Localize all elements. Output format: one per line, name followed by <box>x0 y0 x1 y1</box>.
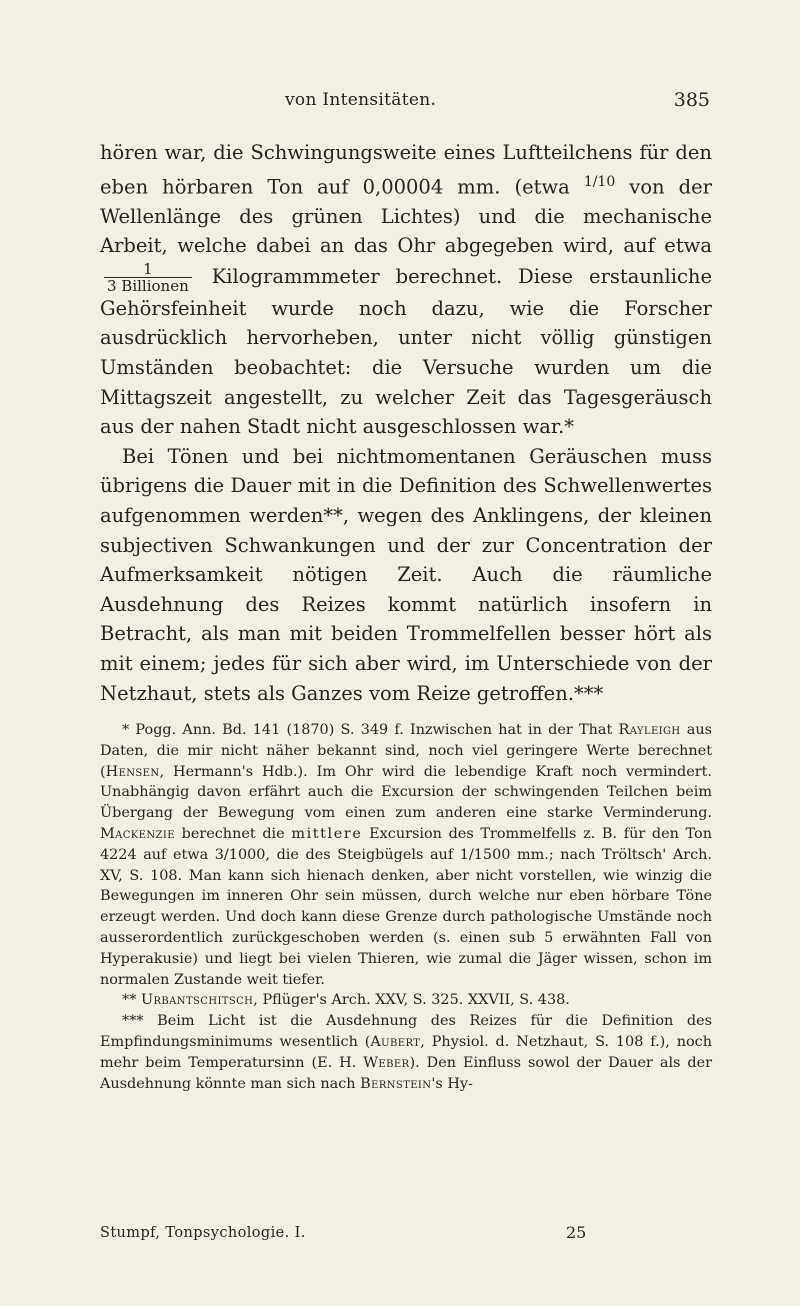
page-number: 385 <box>673 89 710 111</box>
fraction-inline: 1/1500 <box>459 846 511 863</box>
footnote-1 <box>100 720 712 990</box>
fraction-stacked <box>104 261 192 294</box>
main-text <box>100 138 712 708</box>
author-name: Bernstein <box>360 1075 432 1092</box>
author-name: Rayleigh <box>618 722 681 738</box>
fraction-numerator: 1 <box>104 261 192 278</box>
running-header <box>100 86 710 116</box>
running-title: von Intensitäten. <box>285 90 437 110</box>
author-name: Hensen <box>105 763 160 780</box>
paragraph-1 <box>100 138 712 442</box>
text-run: , Hermann's Hdb.). Im Ohr wird die lebendige Kraft noch vermindert. Unabhängig davon erfährt auch die Excursion der schwingenden Teilchen beim Übergang der Bewegung vom einen zum anderen eine starke Verminderung. <box>100 763 712 822</box>
text-run: * Pogg. Ann. Bd. 141 (1870) S. 349 f. Inzwischen hat in der That <box>122 722 619 738</box>
text-run: *** Beim Licht ist die Ausdehnung des Reizes für die Definition des Empfindungsminimums wesentlich ( <box>100 1013 712 1050</box>
page-footer <box>100 1223 712 1247</box>
text-run: hören war, die Schwingungsweite eines Luftteilchens für den eben hörbaren Ton auf 0,00004 mm. (etwa <box>100 141 712 199</box>
text-run: , Pflüger's Arch. XXV, S. 325. XXVII, S. 438. <box>253 992 570 1009</box>
fraction-denominator: 3 Billionen <box>107 276 189 295</box>
text-run: , Physiol. d. Netzhaut, S. 108 f.), noch mehr beim Temperatursinn (E. H. <box>100 1033 712 1071</box>
text-run: von der Wellenlänge des grünen Lichtes) und die mechanische Arbeit, welche dabei an das Ohr abgegeben wird, auf etwa <box>100 175 712 258</box>
text-run: Kilogrammmeter berechnet. Diese erstaunliche Gehörsfeinheit wurde noch dazu, wie die Forscher ausdrücklich hervorheben, unter nicht völlig günstigen Umständen beobachtet: die Versuche wurden um die Mittagszeit angestellt, zu welcher Zeit das Tagesgeräusch aus der nahen Stadt nicht ausgeschlossen war.* <box>100 264 712 439</box>
author-name: Urbantschitsch <box>140 992 254 1009</box>
footnotes <box>100 720 712 1094</box>
fraction-inline: 1/10 <box>583 173 616 190</box>
fraction-inline: 3/1000 <box>214 846 266 863</box>
text-run: Excursion des Trommelfells z. B. für den Ton 4224 auf etwa <box>100 825 712 863</box>
sheet-number: 25 <box>566 1223 587 1242</box>
text-run: aus Daten, die mir nicht näher bekannt sind, noch viel geringere Werte berechnet ( <box>100 722 712 780</box>
text-run: mm.; nach Tröltsch' Arch. XV, S. 108. Man kann sich hienach denken, aber nicht vorstellen, wie winzig die Bewegungen im inneren Ohr sein müssen, durch welche nur eben hörbare Töne erzeugt werden. Und doch kann diese Grenze durch pathologische Umstände noch ausserordentlich zurückgeschoben werden (s. einen sub 5 erwähnten Fall von Hyperakusie) und liegt bei vielen Thieren, wie zumal die Jäger wissen, schon im normalen Zustande weit tiefer. <box>100 846 713 988</box>
text-run: ** <box>122 992 141 1009</box>
footnote-2 <box>100 990 712 1011</box>
paragraph-2: Bei Tönen und bei nichtmomentanen Geräuschen muss übrigens die Dauer mit in die Definition des Schwellenwertes aufgenommen werden**, wegen des Anklingens, der kleinen subjectiven Schwankungen und der zur Concentration der Aufmerksamkeit nötigen Zeit. Auch die räumliche Ausdehnung des Reizes kommt natürlich insofern in Betracht, als man mit beiden Trommelfellen besser hört als mit einem; jedes für sich aber wird, im Unterschiede von der Netzhaut, stets als Ganzes vom Reize getroffen.*** <box>100 444 712 705</box>
text-run: ). Den Einfluss sowol der Dauer als der Ausdehnung könnte man sich nach <box>100 1054 712 1092</box>
author-name: Aubert <box>370 1033 421 1050</box>
text-run: berechnet die <box>174 825 292 842</box>
author-name: Mackenzie <box>100 825 175 842</box>
footnote-3 <box>100 1011 712 1094</box>
text-run: 's Hy- <box>431 1075 473 1092</box>
author-name: Weber <box>363 1054 410 1071</box>
signature-line: Stumpf, Tonpsychologie. I. <box>100 1225 306 1241</box>
text-run: , die des Steigbügels auf <box>265 846 460 863</box>
emphasis-text: mittlere <box>291 825 363 842</box>
